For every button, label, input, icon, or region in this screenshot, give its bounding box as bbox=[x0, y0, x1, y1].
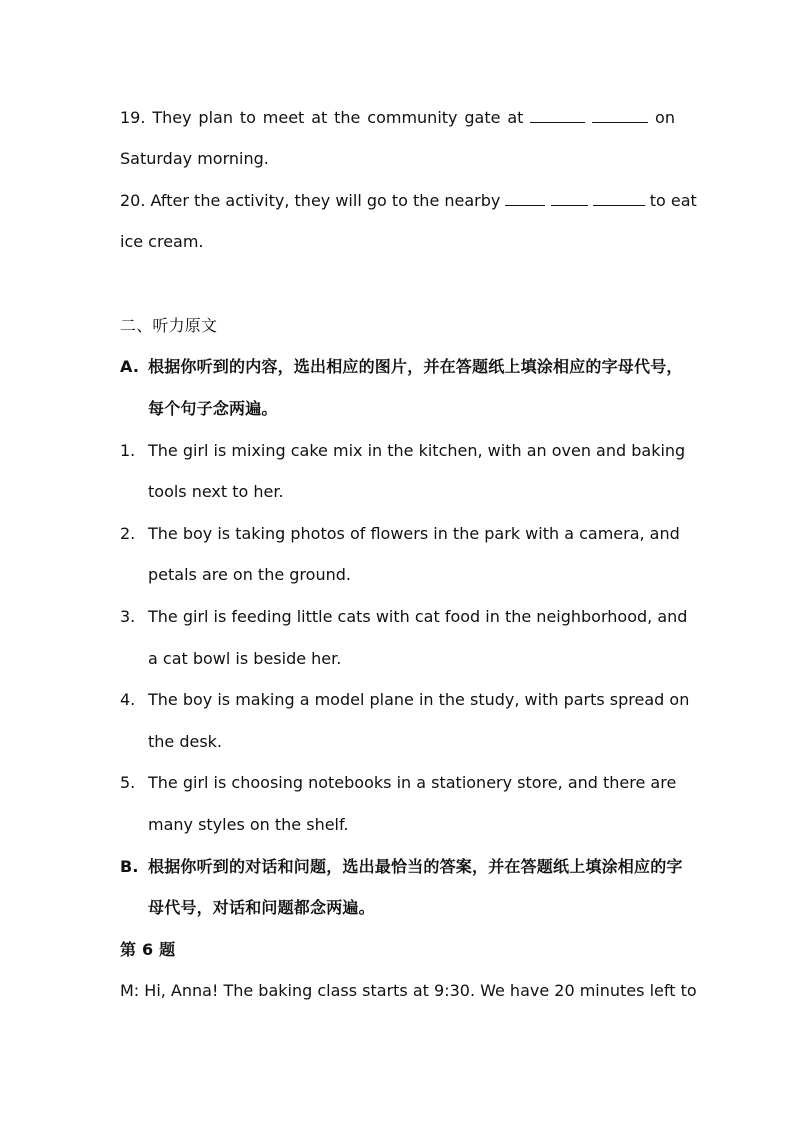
list-item-1 bbox=[120, 441, 686, 461]
dialogue-line: M: Hi, Anna! The baking class starts at 9:30. We have 20 minutes left to bbox=[120, 981, 697, 1000]
item-text: The girl is choosing notebooks in a stationery store, and there are bbox=[148, 773, 677, 792]
part-b-instruction-line-2: 母代号，对话和问题都念两遍。 bbox=[148, 898, 375, 917]
list-item-3-cont: a cat bowl is beside her. bbox=[148, 649, 342, 668]
question-20-text: 20. After the activity, they will go to the nearby bbox=[120, 191, 501, 210]
answer-blank bbox=[505, 191, 545, 206]
question-19-line-1 bbox=[120, 108, 675, 128]
item-number: 4. bbox=[120, 690, 136, 709]
question-6-title: 第 6 题 bbox=[120, 940, 176, 959]
answer-blank bbox=[593, 191, 645, 206]
answer-blank bbox=[530, 108, 585, 123]
question-20-line-1 bbox=[120, 191, 697, 211]
item-number: 5. bbox=[120, 773, 136, 792]
section-title: 二、听力原文 bbox=[120, 316, 218, 335]
list-item-1-cont: tools next to her. bbox=[148, 482, 284, 501]
list-item-4-cont: the desk. bbox=[148, 732, 223, 751]
list-item-5 bbox=[120, 773, 675, 793]
list-item-5-cont: many styles on the shelf. bbox=[148, 815, 349, 834]
part-a-instruction-line-2: 每个句子念两遍。 bbox=[148, 399, 278, 418]
part-a-instruction-text: 根据你听到的内容，选出相应的图片，并在答题纸上填涂相应的字母代号， bbox=[148, 357, 683, 376]
question-19-line-2: Saturday morning. bbox=[120, 149, 269, 168]
list-item-2 bbox=[120, 524, 680, 544]
part-a-label: A. bbox=[120, 357, 140, 376]
item-number: 2. bbox=[120, 524, 136, 543]
question-19-text-end: on bbox=[655, 108, 675, 127]
question-19-text: 19. They plan to meet at the community gate at bbox=[120, 108, 524, 127]
answer-blank bbox=[592, 108, 648, 123]
part-b-label: B. bbox=[120, 857, 139, 876]
answer-blank bbox=[551, 191, 588, 206]
part-b-instruction bbox=[120, 857, 683, 877]
list-item-4 bbox=[120, 690, 690, 710]
item-number: 1. bbox=[120, 441, 136, 460]
item-text: The boy is making a model plane in the study, with parts spread on bbox=[148, 690, 690, 709]
question-20-text-end: to eat bbox=[649, 191, 697, 210]
part-b-instruction-text: 根据你听到的对话和问题，选出最恰当的答案，并在答题纸上填涂相应的字 bbox=[148, 857, 683, 876]
item-text: The girl is mixing cake mix in the kitchen, with an oven and baking bbox=[148, 441, 686, 460]
item-number: 3. bbox=[120, 607, 136, 626]
item-text: The boy is taking photos of flowers in the park with a camera, and bbox=[148, 524, 680, 543]
question-20-line-2: ice cream. bbox=[120, 232, 204, 251]
list-item-3 bbox=[120, 607, 688, 627]
item-text: The girl is feeding little cats with cat food in the neighborhood, and bbox=[148, 607, 688, 626]
part-a-instruction bbox=[120, 357, 683, 377]
list-item-2-cont: petals are on the ground. bbox=[148, 565, 351, 584]
